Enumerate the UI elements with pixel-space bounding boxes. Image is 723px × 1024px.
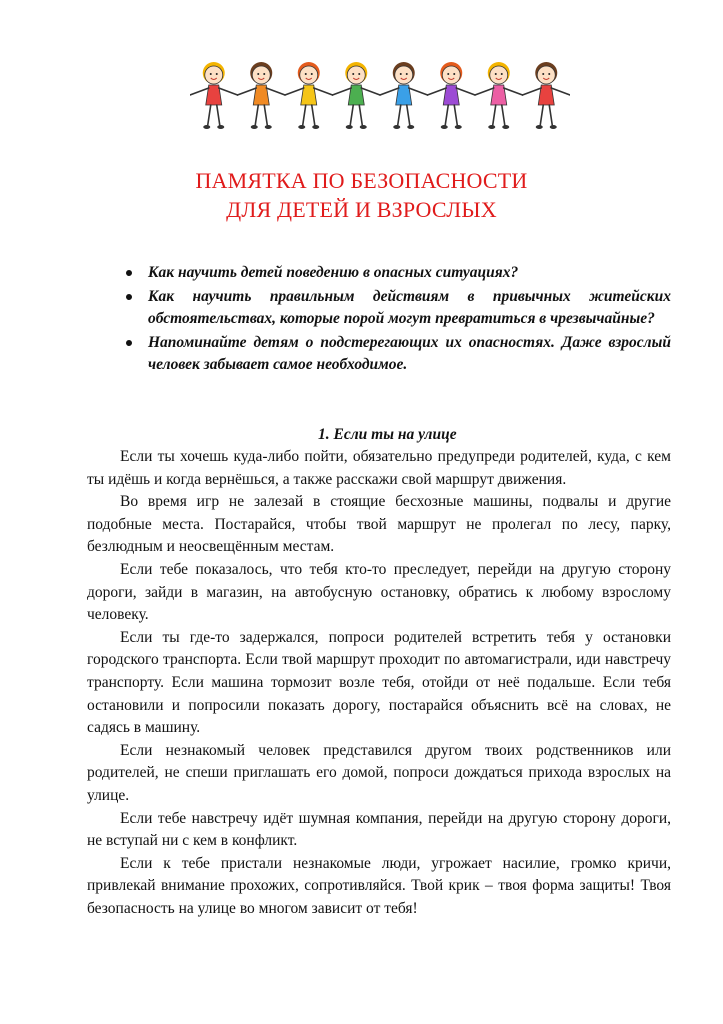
bullet-dot-icon (126, 340, 132, 346)
child-figure (190, 62, 238, 129)
section-body (87, 446, 671, 920)
bullet-dot-icon (126, 294, 132, 300)
paragraph: Если к тебе пристали незнакомые люди, угрожает насилие, громко кричи, привлекай внимание прохожих, сопротивляйся. Твой крик – твоя форма защиты! Твоя безопасность на улице во многом зависит от тебя! (87, 854, 671, 917)
child-figure (380, 62, 428, 129)
bullet-item: Как научить детей поведению в опасных ситуациях? (118, 262, 671, 284)
paragraph: Если тебе показалось, что тебя кто-то преследует, перейди на другую сторону дороги, зайди в магазин, на автобусную остановку, обратись к любому взрослому человеку. (87, 560, 671, 624)
paragraph: Если ты где-то задержался, попроси родителей встретить тебя у остановки городского транспорта. Если твой маршрут проходит по автомагистрали, иди навстречу транспорту. Если машина тормозит возле тебя, отойди от неё подальше. Если тебя остановили и попросили показать дорогу, постарайся объяснить всё на словах, не садясь в машину. (87, 628, 671, 737)
paragraph: Если незнакомый человек представился другом твоих родственников или родителей, не спеши приглашать его домой, попроси дождаться прихода взрослых на улице. (87, 741, 671, 804)
child-figure (333, 62, 381, 129)
paragraph: Во время игр не залезай в стоящие бесхозные машины, подвалы и другие подобные места. Постарайся, чтобы твой маршрут не пролегал по лесу, парку, безлюдным и неосвещённым местам. (87, 493, 671, 556)
bullet-item: Напоминайте детям о подстерегающих их опасностях. Даже взрослый человек забывает самое необходимое. (118, 332, 671, 376)
paragraph: Если ты хочешь куда-либо пойти, обязательно предупреди родителей, куда, с кем ты идёшь и когда вернёшься, а также расскажи свой маршрут движения. (87, 448, 671, 488)
child-figure (428, 62, 476, 129)
child-figure (475, 62, 523, 129)
child-figure (285, 62, 333, 129)
bullet-item: Как научить правильным действиям в привычных житейских обстоятельствах, которые порой могут превратиться в чрезвычайные? (118, 286, 671, 330)
paragraph: Если тебе навстречу идёт шумная компания, перейди на другую сторону дороги, не вступай ни с кем в конфликт. (87, 809, 671, 850)
children-holding-hands-image (190, 55, 570, 135)
bullet-dot-icon (126, 270, 132, 276)
page-title (0, 166, 723, 224)
child-figure (238, 62, 286, 129)
section-heading: 1. Если ты на улице (318, 426, 457, 443)
title-line-2: ДЛЯ ДЕТЕЙ И ВЗРОСЛЫХ (226, 197, 497, 222)
intro-bullet-list (118, 262, 671, 378)
child-figure (523, 62, 571, 129)
title-line-1: ПАМЯТКА ПО БЕЗОПАСНОСТИ (195, 168, 528, 193)
